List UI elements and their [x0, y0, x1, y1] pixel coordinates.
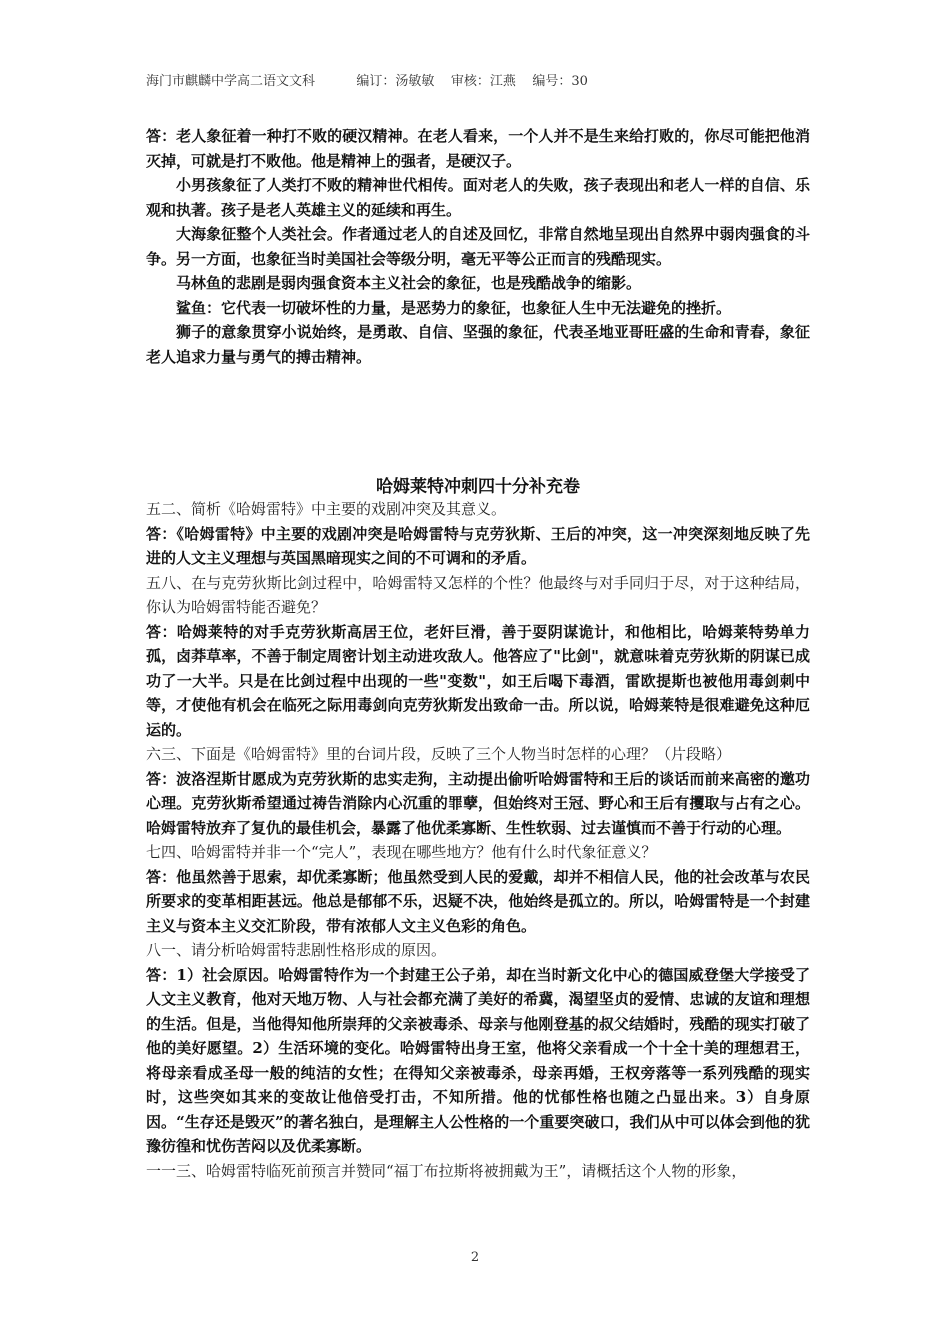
answer: 答：《哈姆雷特》中主要的戏剧冲突是哈姆雷特与克劳狄斯、王后的冲突，这一冲突深刻地反映了先进的人文主义理想与英国黑暗现实之间的不可调和的矛盾。	[146, 524, 810, 567]
question: 五二、简析《哈姆雷特》中主要的戏剧冲突及其意义。	[146, 500, 507, 518]
question: 六三、下面是《哈姆雷特》里的台词片段，反映了三个人物当时怎样的心理？（片段略）	[146, 745, 732, 763]
paragraph: 狮子的意象贯穿小说始终，是勇敢、自信、坚强的象征，代表圣地亚哥旺盛的生命和青春，象征老人追求力量与勇气的搏击精神。	[146, 323, 810, 366]
page-number: 2	[470, 1250, 480, 1265]
answer: 答：1）社会原因。哈姆雷特作为一个封建王公子弟，却在当时新文化中心的德国威登堡大学接受了人文主义教育，他对天地万物、人与社会都充满了美好的希冀，渴望坚贞的爱情、忠诚的友谊和理想的生活。但是，当他得知他所崇拜的父亲被毒杀、母亲与他刚登基的叔父结婚时，残酷的现实打破了他的美好愿望。2）生活环境的变化。哈姆雷特出身王室，他将父亲看成一个十全十美的理想君王，将母亲看成圣母一般的纯洁的女性；在得知父亲被毒杀，母亲再婚，王权旁落等一系列残酷的现实时，这些突如其来的变故让他倍受打击，不知所措。他的忧郁性格也随之凸显出来。3）自身原因。“生存还是毁灭”的著名独白，是理解主人公性格的一个重要突破口，我们从中可以体会到他的犹豫彷徨和忧伤苦闷以及优柔寡断。	[146, 965, 810, 1155]
paragraph: 答：老人象征着一种打不败的硬汉精神。在老人看来，一个人并不是生来给打败的，你尽可能把他消灭掉，可就是打不败他。他是精神上的强者，是硬汉子。	[146, 127, 810, 170]
answer: 答：他虽然善于思索，却优柔寡断；他虽然受到人民的爱戴，却并不相信人民，他的社会改革与农民所要求的变革相距甚远。他总是郁郁不乐，迟疑不决，他始终是孤立的。所以，哈姆雷特是一个封建主义与资本主义交汇阶段，带有浓郁人文主义色彩的角色。	[146, 867, 810, 935]
answer: 答：波洛涅斯甘愿成为克劳狄斯的忠实走狗，主动提出偷听哈姆雷特和王后的谈话而前来高密的邀功心理。克劳狄斯希望通过祷告消除内心沉重的罪孽，但始终对王冠、野心和王后有攫取与占有之心。哈姆雷特放弃了复仇的最佳机会，暴露了他优柔寡断、生性软弱、过去谨慎而不善于行动的心理。	[146, 769, 810, 837]
qa-block-hamlet	[146, 497, 810, 1183]
question: 五八、在与克劳狄斯比剑过程中，哈姆雷特又怎样的个性？他最终与对手同归于尽，对于这种结局，你认为哈姆雷特能否避免？	[146, 573, 810, 616]
section-title: 哈姆莱特冲刺四十分补充卷	[376, 477, 580, 497]
answer: 答：哈姆莱特的对手克劳狄斯高居王位，老奸巨滑，善于耍阴谋诡计，和他相比，哈姆莱特势单力孤，卤莽草率，不善于制定周密计划主动进攻敌人。他答应了"比剑"，就意味着克劳狄斯的阴谋已成功了一大半。只是在比剑过程中出现的一些"变数"，如王后喝下毒酒，雷欧提斯也被他用毒剑刺中等，才使他有机会在临死之际用毒剑向克劳狄斯发出致命一击。所以说，哈姆莱特是很难避免这种厄运的。	[146, 622, 810, 739]
paragraph: 马林鱼的悲剧是弱肉强食资本主义社会的象征，也是残酷战争的缩影。	[176, 274, 642, 292]
question: 八一、请分析哈姆雷特悲剧性格形成的原因。	[146, 941, 447, 959]
answer-block-old-man-and-sea	[146, 124, 810, 369]
page-header: 海门市麒麟中学高二语文文科 编订：汤敏敏 审核：江燕 编号：30	[146, 74, 588, 89]
question: 一一三、哈姆雷特临死前预言并赞同“福丁布拉斯将被拥戴为王”，请概括这个人物的形象，	[146, 1161, 747, 1180]
paragraph: 鲨鱼：它代表一切破坏性的力量，是恶势力的象征，也象征人生中无法避免的挫折。	[176, 298, 732, 317]
paragraph: 大海象征整个人类社会。作者通过老人的自述及回忆，非常自然地呈现出自然界中弱肉强食的斗争。另一方面，也象征当时美国社会等级分明，毫无平等公正而言的残酷现实。	[146, 225, 810, 268]
question: 七四、哈姆雷特并非一个“完人”，表现在哪些地方？他有什么时代象征意义？	[146, 843, 657, 861]
paragraph: 小男孩象征了人类打不败的精神世代相传。面对老人的失败，孩子表现出和老人一样的自信、乐观和执著。孩子是老人英雄主义的延续和再生。	[146, 176, 810, 219]
